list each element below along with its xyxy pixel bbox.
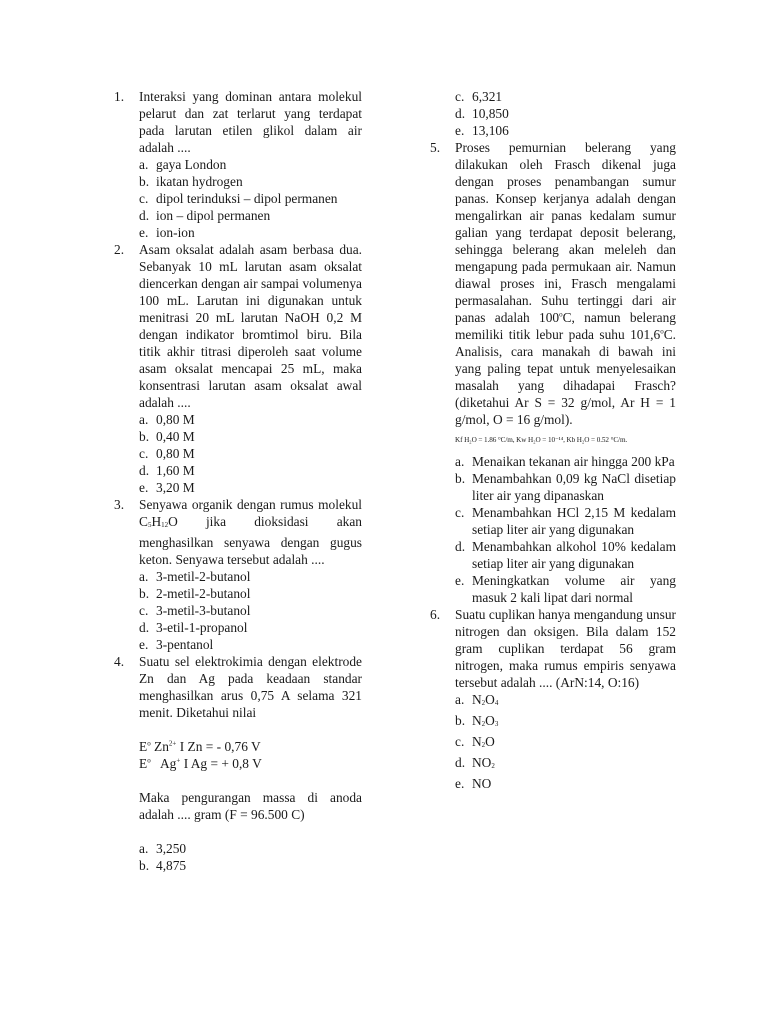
- question-5: [430, 139, 676, 606]
- question-text: Senyawa organik dengan rumus molekul C5H12O jika dioksidasi akan menghasilkan senyawa dengan gugus keton. Senyawa tersebut adalah ....: [139, 497, 362, 567]
- question-2: [114, 241, 362, 496]
- question-4: [114, 653, 362, 874]
- option-a[interactable]: a. gaya London: [139, 157, 227, 172]
- electrode-potential-ag: $E^o$ Ag+ I Ag = + 0,8 V: [139, 756, 262, 771]
- option-c[interactable]: c. N2O: [455, 734, 495, 749]
- option-list: [139, 840, 362, 874]
- option-list: [139, 411, 362, 496]
- option-b[interactable]: b. ikatan hydrogen: [139, 174, 243, 189]
- option-e[interactable]: e. Meningkatkan volume air yang masuk 2 kali lipat dari normal: [455, 573, 676, 605]
- option-list: [139, 156, 362, 241]
- option-e[interactable]: e. 13,106: [455, 123, 509, 138]
- question-number: 5.: [430, 140, 441, 155]
- option-e[interactable]: e. ion-ion: [139, 225, 195, 240]
- option-list: [455, 691, 676, 792]
- question-text: Interaksi yang dominan antara molekul pelarut dan zat terlarut yang terdapat pada larutan etilen glikol dalam air adalah ....: [139, 89, 362, 155]
- option-e[interactable]: e. 3,20 M: [139, 480, 195, 495]
- option-list: [455, 88, 676, 139]
- question-text: Suatu sel elektrokimia dengan elektrode Zn dan Ag pada keadaan standar menghasilkan arus 0,75 A selama 321 menit. Diketahui nilai: [139, 654, 362, 720]
- option-c[interactable]: c. dipol terinduksi – dipol permanen: [139, 191, 338, 206]
- question-number: 3.: [114, 497, 125, 512]
- right-column: [430, 88, 676, 792]
- option-a[interactable]: a. 3-metil-2-butanol: [139, 569, 251, 584]
- question-3: [114, 496, 362, 653]
- option-list: [455, 453, 676, 606]
- question-text: Suatu cuplikan hanya mengandung unsur nitrogen dan oksigen. Bila dalam 152 gram cuplikan terdapat 56 gram nitrogen, maka rumus empiris senyawa tersebut adalah .... (ArN:14, O:16): [455, 607, 676, 690]
- option-a[interactable]: a. 0,80 M: [139, 412, 195, 427]
- question-number: 2.: [114, 242, 125, 257]
- option-d[interactable]: d. NO2: [455, 755, 495, 770]
- option-b[interactable]: b. 2-metil-2-butanol: [139, 586, 251, 601]
- question-1: [114, 88, 362, 241]
- option-b[interactable]: b. Menambahkan 0,09 kg NaCl disetiap liter air yang dipanaskan: [455, 471, 676, 503]
- option-d[interactable]: d. ion – dipol permanen: [139, 208, 271, 223]
- option-b[interactable]: b. N2O3: [455, 713, 499, 728]
- option-e[interactable]: e. 3-pentanol: [139, 637, 214, 652]
- option-c[interactable]: c. 0,80 M: [139, 446, 195, 461]
- option-a[interactable]: a. N2O4: [455, 692, 499, 707]
- option-b[interactable]: b. 0,40 M: [139, 429, 195, 444]
- option-b[interactable]: b. 4,875: [139, 858, 187, 873]
- question-6: [430, 606, 676, 792]
- question-number: 1.: [114, 89, 125, 104]
- option-a[interactable]: a. 3,250: [139, 841, 187, 856]
- option-a[interactable]: a. Menaikan tekanan air hingga 200 kPa: [455, 454, 675, 469]
- constants-note: Kf H₂O = 1.86 °C/m, Kw H₂O = 10⁻¹⁴, Kb H₂O = 0.52 °C/m.: [455, 436, 628, 444]
- option-c[interactable]: c. Menambahkan HCl 2,15 M kedalam setiap liter air yang digunakan: [455, 505, 676, 537]
- question-number: 6.: [430, 607, 441, 622]
- question-text-continued: Maka pengurangan massa di anoda adalah .... gram (F = 96.500 C): [139, 790, 362, 822]
- question-4-continued: [430, 88, 676, 139]
- option-c[interactable]: c. 3-metil-3-butanol: [139, 603, 251, 618]
- question-text: Proses pemurnian belerang yang dilakukan oleh Frasch dikenal juga dengan proses penambangan sumur panas. Konsep kerjanya adalah dengan mengalirkan air panas kedalam sumur galian yang terdapat deposit belerang, sehingga belerang akan meleleh dan mengapung pada permukaan air. Namun diawal proses ini, Frasch mengalami permasalahan. Suhu tertinggi dari air panas adalah 100$^o$C, namun belerang memiliki titik lebur pada suhu 101,6$^o$C. Analisis, cara manakah di bawah ini yang paling tepat untuk menyelesaikan masalah yang dihadapai Frasch? (diketahui Ar S = 32 g/mol, Ar H = 1 g/mol, O = 16 g/mol).: [455, 140, 677, 427]
- question-text: Asam oksalat adalah asam berbasa dua. Sebanyak 10 mL larutan asam oksalat diencerkan dengan air sampai volumenya 100 mL. Larutan ini digunakan untuk menitrasi 20 mL larutan NaOH 0,2 M dengan indikator bromtimol biru. Bila titik akhir titrasi diperoleh saat volume asam oksalat mencapai 25 mL, maka konsentrasi larutan asam oksalat awal adalah ....: [139, 242, 362, 410]
- option-c[interactable]: c. 6,321: [455, 89, 503, 104]
- electrode-potential-zn: $E^o$ $Zn^{2+}$ I Zn = - 0,76 V: [139, 739, 261, 754]
- option-d[interactable]: d. 1,60 M: [139, 463, 195, 478]
- option-d[interactable]: d. Menambahkan alkohol 10% kedalam setiap liter air yang digunakan: [455, 539, 676, 571]
- option-e[interactable]: e. NO: [455, 776, 492, 791]
- option-d[interactable]: d. 3-etil-1-propanol: [139, 620, 248, 635]
- option-list: [139, 568, 362, 653]
- option-d[interactable]: d. 10,850: [455, 106, 509, 121]
- left-column: [114, 88, 362, 874]
- question-number: 4.: [114, 654, 125, 669]
